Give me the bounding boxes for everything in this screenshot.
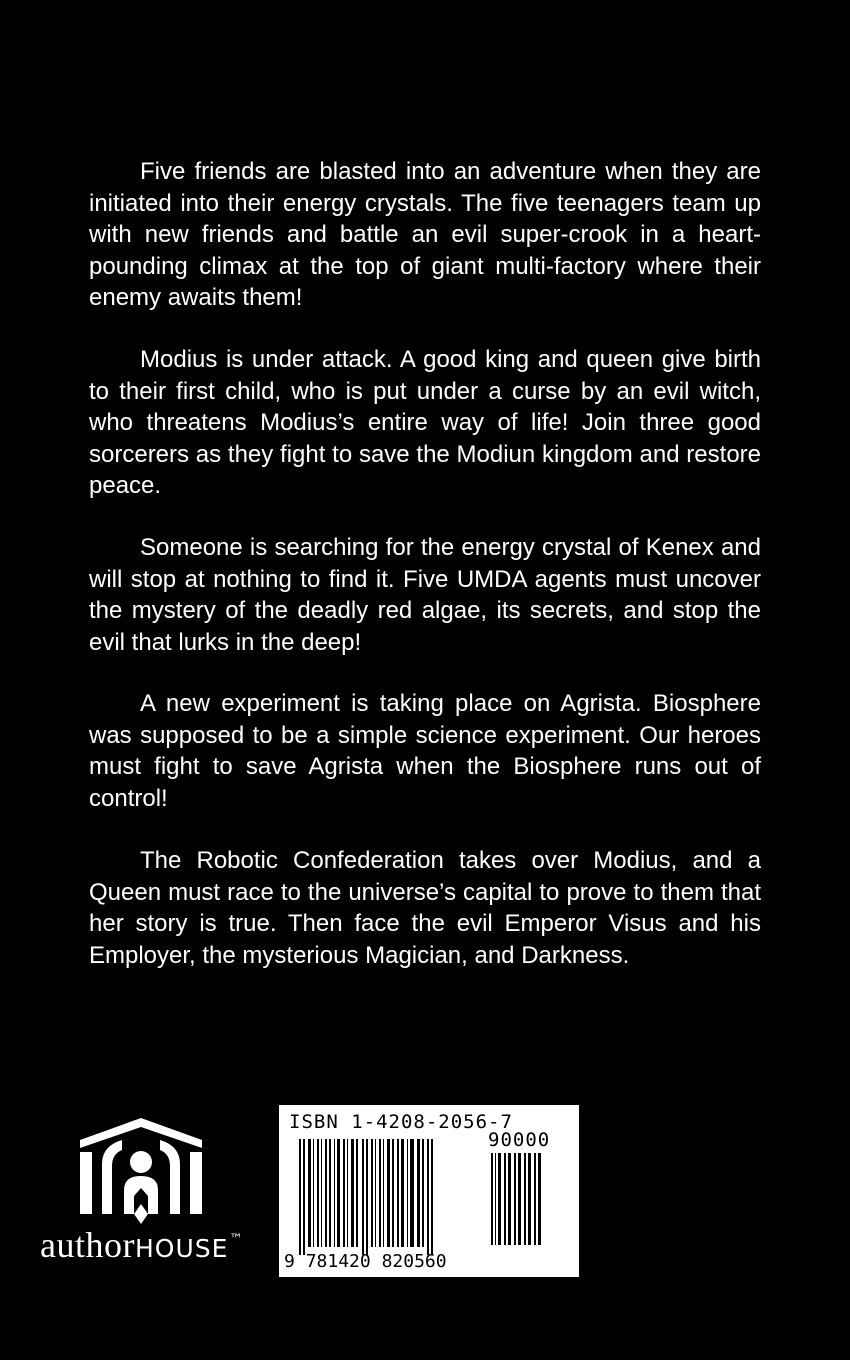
ean-left-group: 781420 <box>305 1251 371 1272</box>
barcode-bar <box>538 1153 541 1245</box>
ean-first-digit: 9 <box>284 1251 295 1272</box>
barcode-bar <box>371 1139 373 1247</box>
barcode-bar <box>508 1153 511 1245</box>
barcode-bar <box>427 1139 429 1255</box>
barcode-bar <box>528 1153 531 1245</box>
barcode-bar <box>387 1139 390 1247</box>
barcode-bar <box>303 1139 305 1255</box>
barcode-bar <box>383 1139 384 1247</box>
barcode-bar <box>407 1139 408 1247</box>
barcode-bar <box>337 1139 340 1247</box>
barcode-bar <box>299 1139 301 1255</box>
barcode-bar <box>379 1139 381 1247</box>
ean-right-group: 820560 <box>381 1251 447 1272</box>
publisher-name-author: author <box>40 1225 135 1265</box>
barcode-bar <box>397 1139 399 1247</box>
publisher-name-house: HOUSE <box>134 1234 229 1263</box>
isbn-label: ISBN 1-4208-2056-7 <box>289 1111 513 1133</box>
barcode-bar <box>392 1139 394 1247</box>
isbn-barcode <box>279 1105 579 1277</box>
barcode-bar <box>366 1139 368 1255</box>
barcode-bar <box>325 1139 327 1247</box>
barcode-bar <box>317 1139 319 1247</box>
barcode-bar <box>518 1153 521 1245</box>
blurb-paragraph-5: The Robotic Confederation takes over Modius, and a Queen must race to the universe’s capital to prove to them that her story is true. Then face the evil Emperor Visus and his Employer, the mysterious Magician, and Darkness. <box>89 847 761 969</box>
barcode-bar <box>498 1153 501 1245</box>
barcode-bar <box>329 1139 331 1247</box>
barcode-bar <box>308 1139 311 1247</box>
barcode-bar <box>334 1139 335 1247</box>
barcode-bar <box>343 1139 345 1247</box>
barcode-bar <box>422 1139 424 1247</box>
blurb-paragraph-2: Modius is under attack. A good king and queen give birth to their first child, who is put under a curse by an evil witch, who threatens Modius’s entire way of life! Join three good sorcerers as they fight to save the Modiun kingdom and restore peace. <box>89 346 761 499</box>
barcode-bar <box>491 1153 493 1245</box>
barcode-bar <box>495 1153 496 1245</box>
barcode-bar <box>431 1139 433 1255</box>
barcode-bar <box>534 1153 536 1245</box>
barcode-bar <box>362 1139 364 1255</box>
barcode-bar <box>356 1139 358 1247</box>
barcode-bar <box>321 1139 322 1247</box>
publisher-wordmark <box>40 1224 242 1266</box>
publisher-logo <box>38 1118 270 1268</box>
barcode-bar <box>514 1153 516 1245</box>
price-code: 90000 <box>488 1129 551 1151</box>
barcode-bar <box>313 1139 314 1247</box>
barcode-bar <box>504 1153 506 1245</box>
barcode-bar <box>417 1139 420 1247</box>
blurb-paragraph-3: Someone is searching for the energy crystal of Kenex and will stop at nothing to find it. Five UMDA agents must uncover the mystery of the deadly red algae, its secrets, and stop the evil that lurks in the deep! <box>89 534 761 656</box>
trademark-symbol: ™ <box>229 1232 243 1247</box>
authorhouse-building-icon <box>78 1118 204 1224</box>
barcode-bar <box>375 1139 376 1247</box>
barcode-bar <box>401 1139 404 1247</box>
ean-digits <box>284 1251 447 1272</box>
barcode-bar <box>524 1153 526 1245</box>
blurb-paragraph-1: Five friends are blasted into an adventure when they are initiated into their energy crystals. The five teenagers team up with new friends and battle an evil super-crook in a heart-pounding climax at the top of giant multi-factory where their enemy awaits them! <box>89 158 761 311</box>
barcode-bar <box>351 1139 354 1247</box>
barcode-bar <box>410 1139 414 1247</box>
barcode-bar <box>347 1139 348 1247</box>
blurb-paragraph-4: A new experiment is taking place on Agrista. Biosphere was supposed to be a simple science experiment. Our heroes must fight to save Agrista when the Biosphere runs out of control! <box>89 690 761 812</box>
